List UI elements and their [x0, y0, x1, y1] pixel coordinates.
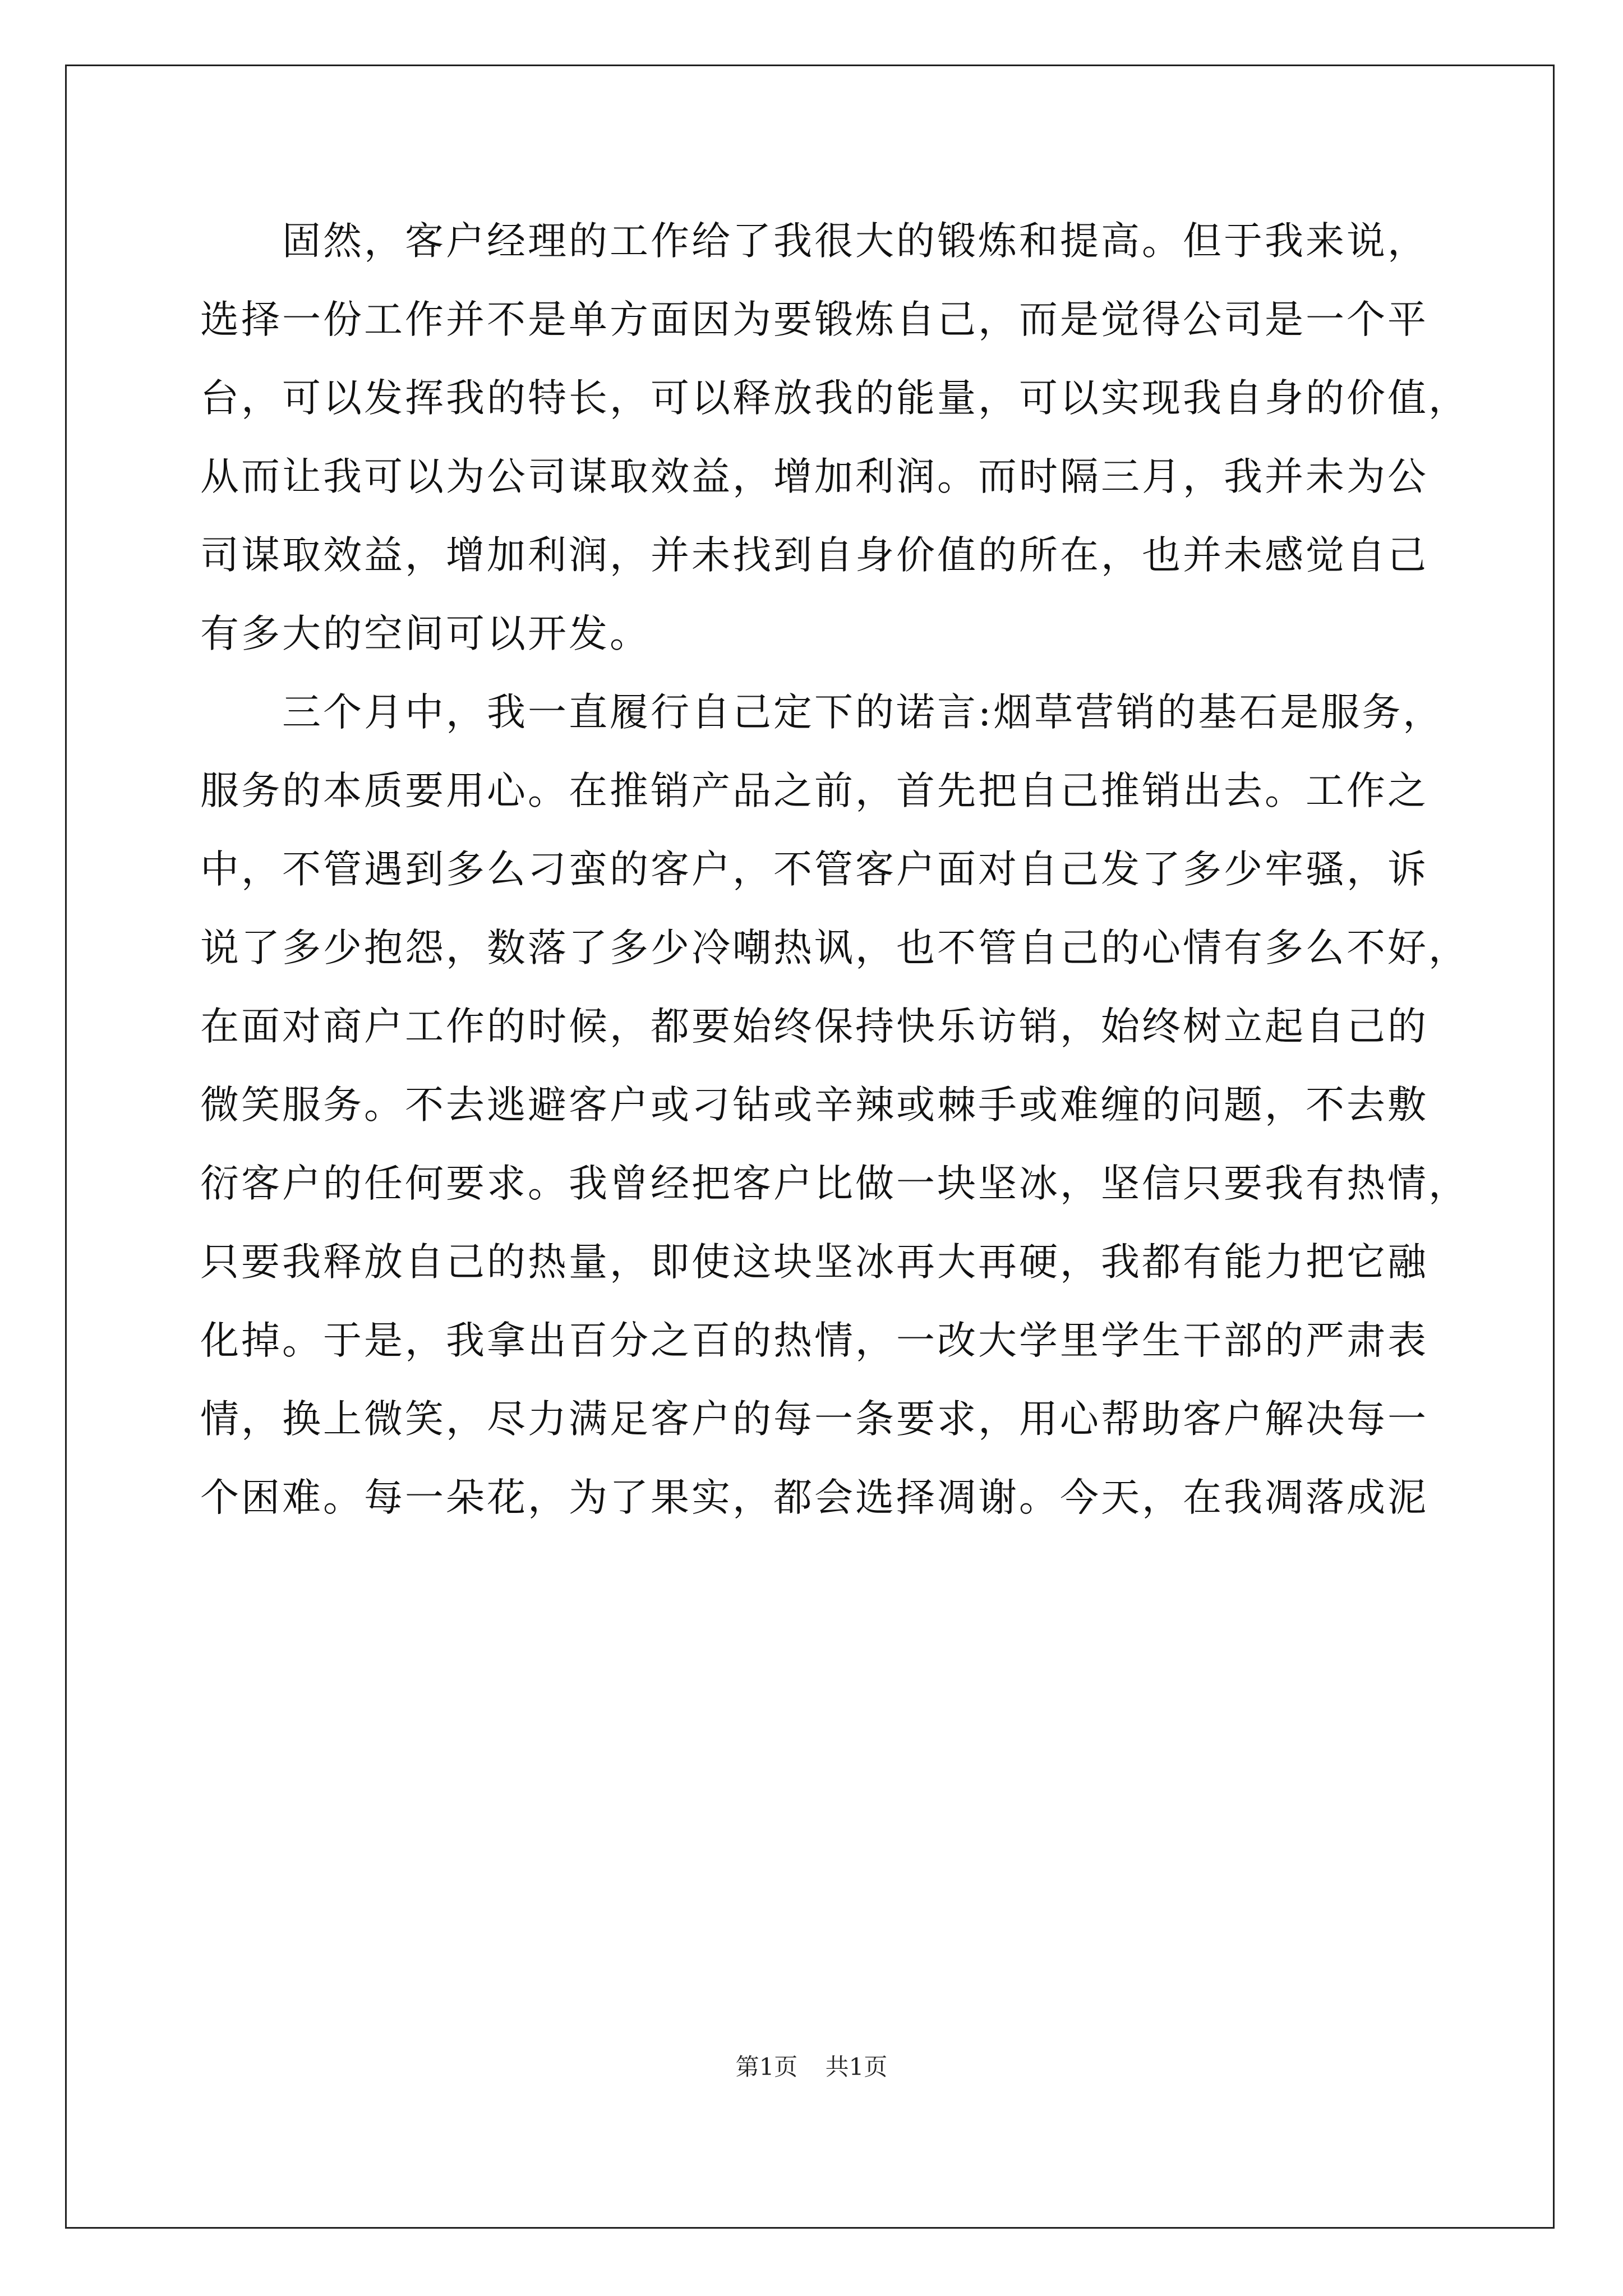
page-number: 第1页	[735, 2053, 798, 2081]
text-line: 微笑服务。不去逃避客户或刁钻或辛辣或棘手或难缠的问题，不去敷	[200, 1083, 1428, 1128]
text-line: 中，不管遇到多么刁蛮的客户，不管客户面对自己发了多少牢骚，诉	[200, 847, 1428, 892]
text-line: 三个月中，我一直履行自己定下的诺言:烟草营销的基石是服务，	[200, 690, 1444, 735]
text-line: 只要我释放自己的热量，即使这块坚冰再大再硬，我都有能力把它融	[200, 1240, 1428, 1285]
text-line: 固然，客户经理的工作给了我很大的锻炼和提高。但于我来说，	[200, 219, 1428, 264]
page-total: 共1页	[825, 2053, 888, 2081]
text-line: 有多大的空间可以开发。	[200, 611, 651, 656]
text-line: 台，可以发挥我的特长，可以释放我的能量，可以实现我自身的价值，	[200, 376, 1469, 421]
text-line: 服务的本质要用心。在推销产品之前，首先把自己推销出去。工作之	[200, 769, 1428, 813]
text-line: 司谋取效益，增加利润，并未找到自身价值的所在，也并未感觉自己	[200, 533, 1428, 578]
text-line: 衍客户的任何要求。我曾经把客户比做一块坚冰，坚信只要我有热情，	[200, 1161, 1469, 1206]
text-line: 从而让我可以为公司谋取效益，增加利润。而时隔三月，我并未为公	[200, 454, 1428, 499]
text-line: 在面对商户工作的时候，都要始终保持快乐访销，始终树立起自己的	[200, 1004, 1428, 1049]
text-line: 情，换上微笑，尽力满足客户的每一条要求，用心帮助客户解决每一	[200, 1397, 1428, 1442]
text-line: 说了多少抱怨，数落了多少冷嘲热讽，也不管自己的心情有多么不好，	[200, 926, 1469, 970]
text-line: 化掉。于是，我拿出百分之百的热情，一改大学里学生干部的严肃表	[200, 1318, 1428, 1363]
text-line: 个困难。每一朵花，为了果实，都会选择凋谢。今天，在我凋落成泥	[200, 1475, 1428, 1520]
page-footer	[0, 2050, 1623, 2084]
text-line: 选择一份工作并不是单方面因为要锻炼自己，而是觉得公司是一个平	[200, 297, 1428, 342]
